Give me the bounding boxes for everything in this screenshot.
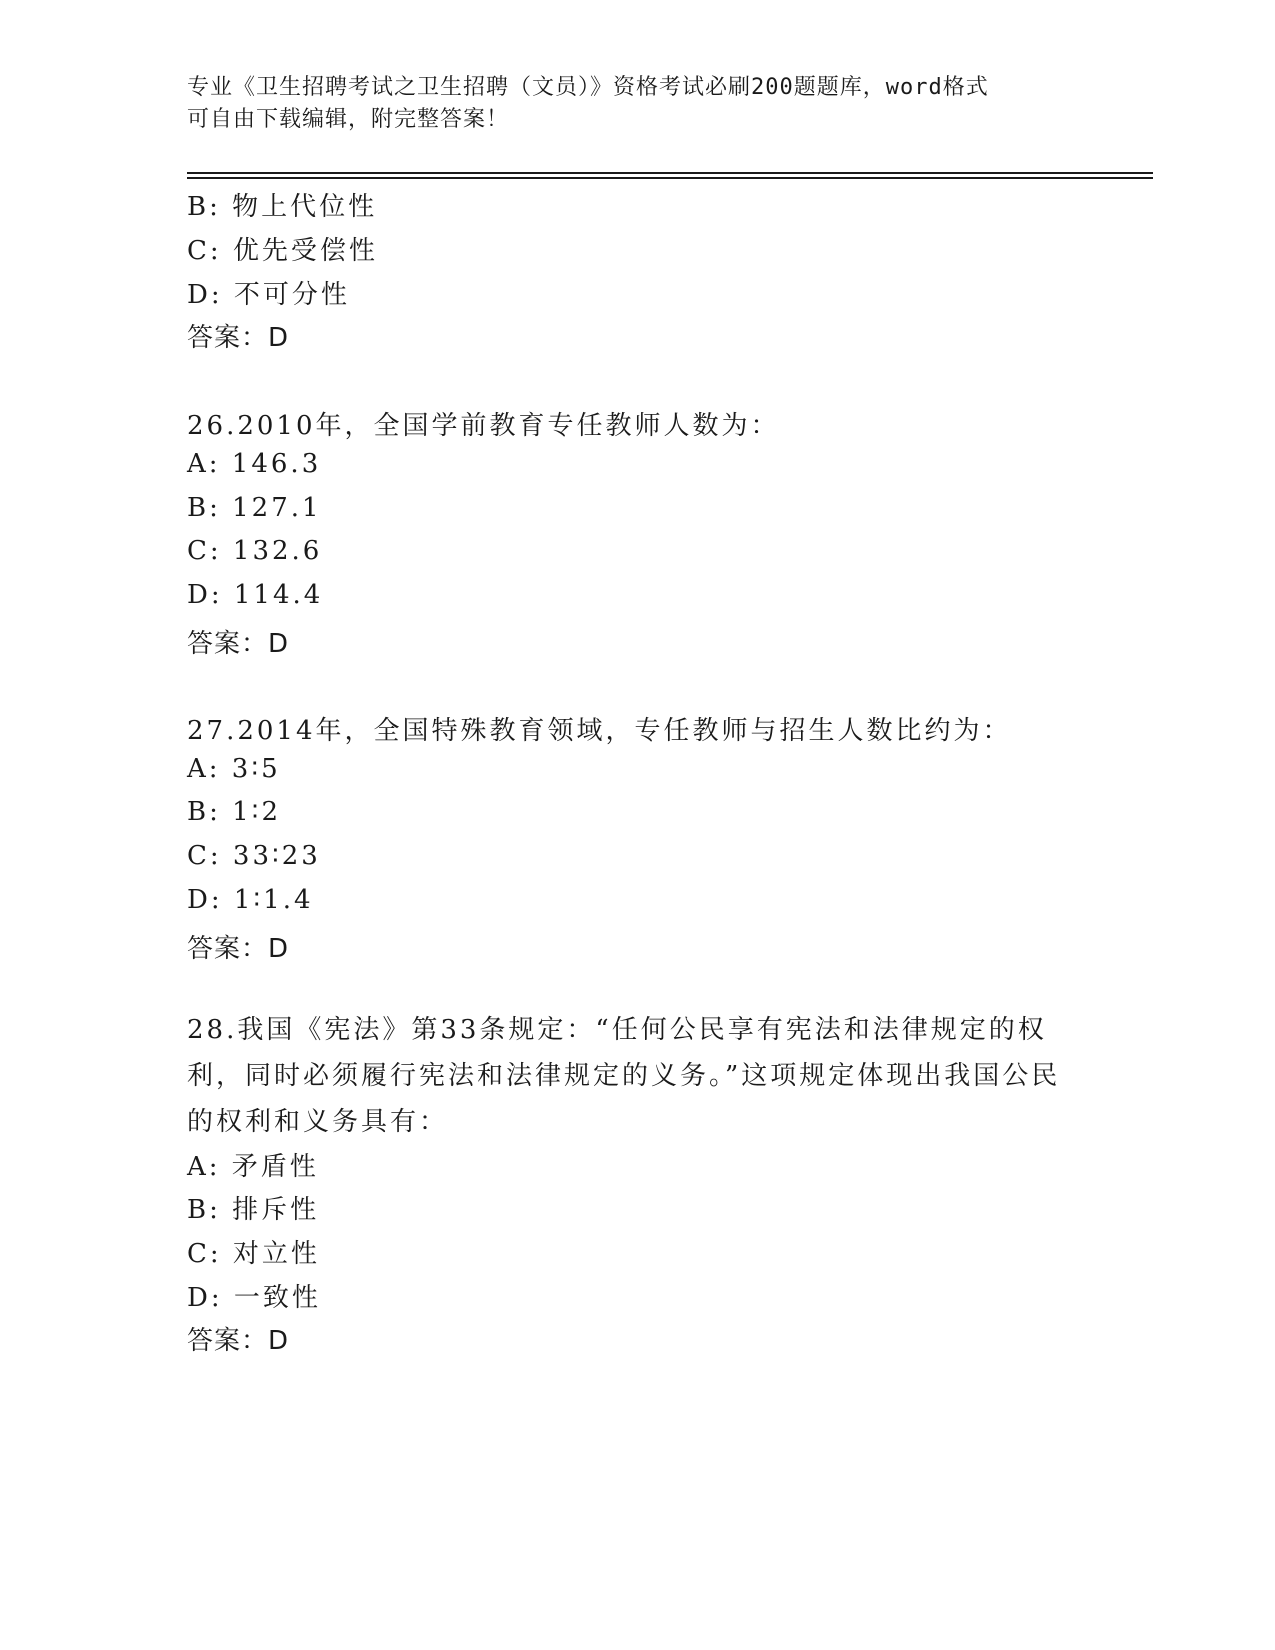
header-line-1: 专业《卫生招聘考试之卫生招聘（文员）》资格考试必刷200题题库，word格式 (187, 75, 989, 100)
header-rule-bottom (187, 177, 1153, 179)
prev-option-c: C: 优先受偿性 (187, 236, 378, 266)
q26-answer: 答案：D (187, 629, 290, 659)
q28-text: 28.我国《宪法》第33条规定：“任何公民享有宪法和法律规定的权利，同时必须履行宪法和法律规定的义务。”这项规定体现出我国公民的权利和义务具有： (187, 1015, 1061, 1137)
q28-answer: 答案：D (187, 1326, 290, 1356)
q27-option-c: C: 33∶23 (187, 841, 321, 871)
q27-option-a: A: 3∶5 (187, 754, 281, 784)
q27-option-b: B: 1∶2 (187, 797, 281, 827)
q28-option-a: A: 矛盾性 (187, 1152, 319, 1182)
prev-answer: 答案：D (187, 323, 290, 353)
prev-option-d: D: 不可分性 (187, 280, 350, 310)
q27-option-d: D: 1∶1.4 (187, 885, 314, 915)
q27-text: 27.2014年，全国特殊教育领域，专任教师与招生人数比约为： (187, 716, 1012, 746)
q26-option-b: B: 127.1 (187, 493, 322, 523)
q26-option-c: C: 132.6 (187, 536, 323, 566)
header-line-2: 可自由下载编辑，附完整答案！ (187, 107, 510, 132)
prev-option-b: B: 物上代位性 (187, 192, 378, 222)
document-header (187, 72, 1067, 136)
q28-option-d: D: 一致性 (187, 1283, 321, 1313)
q26-text: 26.2010年，全国学前教育专任教师人数为： (187, 411, 780, 441)
q28-option-b: B: 排斥性 (187, 1195, 320, 1225)
q26-option-a: A: 146.3 (187, 449, 322, 479)
q27-answer: 答案：D (187, 934, 290, 964)
header-rule-top (187, 172, 1153, 174)
q26-option-d: D: 114.4 (187, 580, 324, 610)
q28-option-c: C: 对立性 (187, 1239, 320, 1269)
